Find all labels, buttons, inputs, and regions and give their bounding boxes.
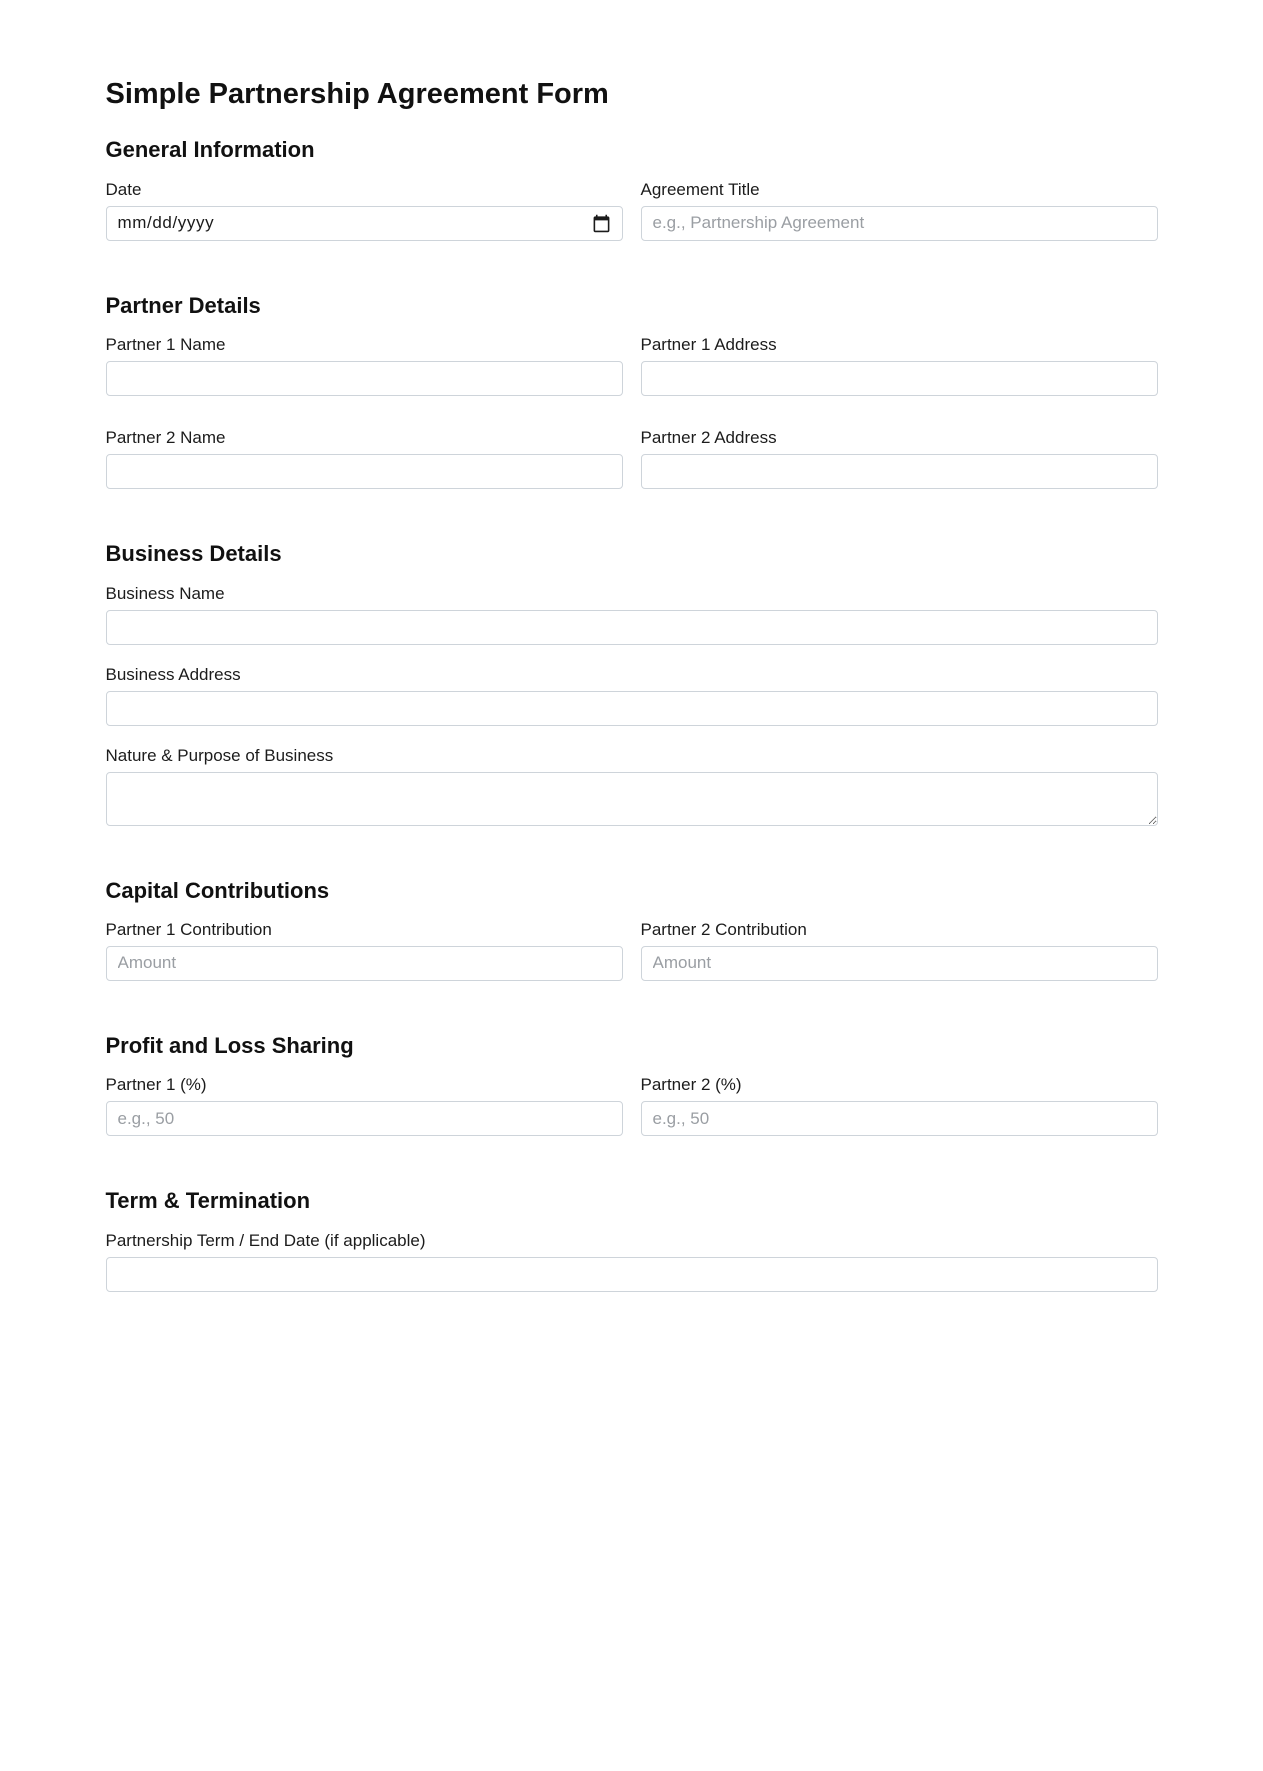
partner-2-contribution-input[interactable] [641, 946, 1158, 981]
nature-purpose-textarea[interactable] [106, 772, 1158, 826]
agreement-title-label: Agreement Title [640, 179, 760, 199]
section-business-details [106, 541, 1158, 825]
business-name-label: Business Name [105, 583, 225, 603]
section-capital-contributions [106, 878, 1158, 981]
partner-2-name-input[interactable] [106, 454, 623, 489]
calendar-icon[interactable] [592, 214, 611, 233]
partner-1-address-field [641, 335, 1158, 396]
partner-2-address-input[interactable] [641, 454, 1158, 489]
partner-2-address-field [641, 428, 1158, 489]
partner-1-address-input[interactable] [641, 361, 1158, 396]
partner-1-address-label: Partner 1 Address [640, 335, 777, 355]
business-details-heading: Business Details [105, 541, 282, 567]
partner-2-contribution-label: Partner 2 Contribution [640, 919, 807, 939]
date-input[interactable] [106, 206, 623, 241]
partner-1-contribution-field [106, 920, 623, 981]
agreement-title-input[interactable] [641, 206, 1158, 241]
general-information-row [106, 180, 1158, 241]
partnership-term-field [106, 1231, 1158, 1292]
term-termination-heading: Term & Termination [105, 1188, 311, 1214]
partner-1-name-input[interactable] [106, 361, 623, 396]
date-field [106, 180, 623, 241]
partnership-term-label: Partnership Term / End Date (if applicable) [105, 1230, 426, 1250]
partner-2-percent-field [641, 1075, 1158, 1136]
section-general-information [106, 137, 1158, 240]
partner-1-contribution-label: Partner 1 Contribution [105, 919, 272, 939]
partner-1-name-label: Partner 1 Name [105, 335, 226, 355]
date-value: mm/dd/yyyy [117, 213, 215, 233]
profit-loss-sharing-heading: Profit and Loss Sharing [105, 1032, 354, 1058]
partner-2-address-label: Partner 2 Address [640, 428, 777, 448]
business-name-field [106, 584, 1158, 645]
business-address-label: Business Address [105, 664, 241, 684]
partner-2-row [106, 428, 1158, 489]
date-label: Date [105, 179, 142, 199]
partner-1-percent-input[interactable] [106, 1101, 623, 1136]
partner-1-contribution-input[interactable] [106, 946, 623, 981]
partnership-agreement-form [106, 0, 1158, 1292]
nature-purpose-field [106, 746, 1158, 826]
profit-loss-sharing-row [106, 1075, 1158, 1136]
business-name-input[interactable] [106, 610, 1158, 645]
partner-2-name-field [106, 428, 623, 489]
general-information-heading: General Information [105, 137, 315, 163]
partnership-term-input[interactable] [106, 1257, 1158, 1292]
business-address-input[interactable] [106, 691, 1158, 726]
agreement-title-field [641, 180, 1158, 241]
section-partner-details [106, 293, 1158, 489]
nature-purpose-label: Nature & Purpose of Business [105, 745, 334, 765]
partner-1-percent-field [106, 1075, 623, 1136]
partner-2-percent-label: Partner 2 (%) [640, 1075, 742, 1095]
partner-details-heading: Partner Details [105, 292, 261, 318]
partner-1-name-field [106, 335, 623, 396]
partner-2-percent-input[interactable] [641, 1101, 1158, 1136]
page-title: Simple Partnership Agreement Form [105, 78, 609, 110]
capital-contributions-heading: Capital Contributions [105, 877, 330, 903]
partner-2-contribution-field [641, 920, 1158, 981]
business-address-field [106, 665, 1158, 726]
capital-contributions-row [106, 920, 1158, 981]
partner-1-percent-label: Partner 1 (%) [105, 1075, 207, 1095]
section-term-termination [106, 1188, 1158, 1291]
section-profit-loss-sharing [106, 1033, 1158, 1136]
partner-2-name-label: Partner 2 Name [105, 428, 226, 448]
partner-1-row [106, 335, 1158, 396]
